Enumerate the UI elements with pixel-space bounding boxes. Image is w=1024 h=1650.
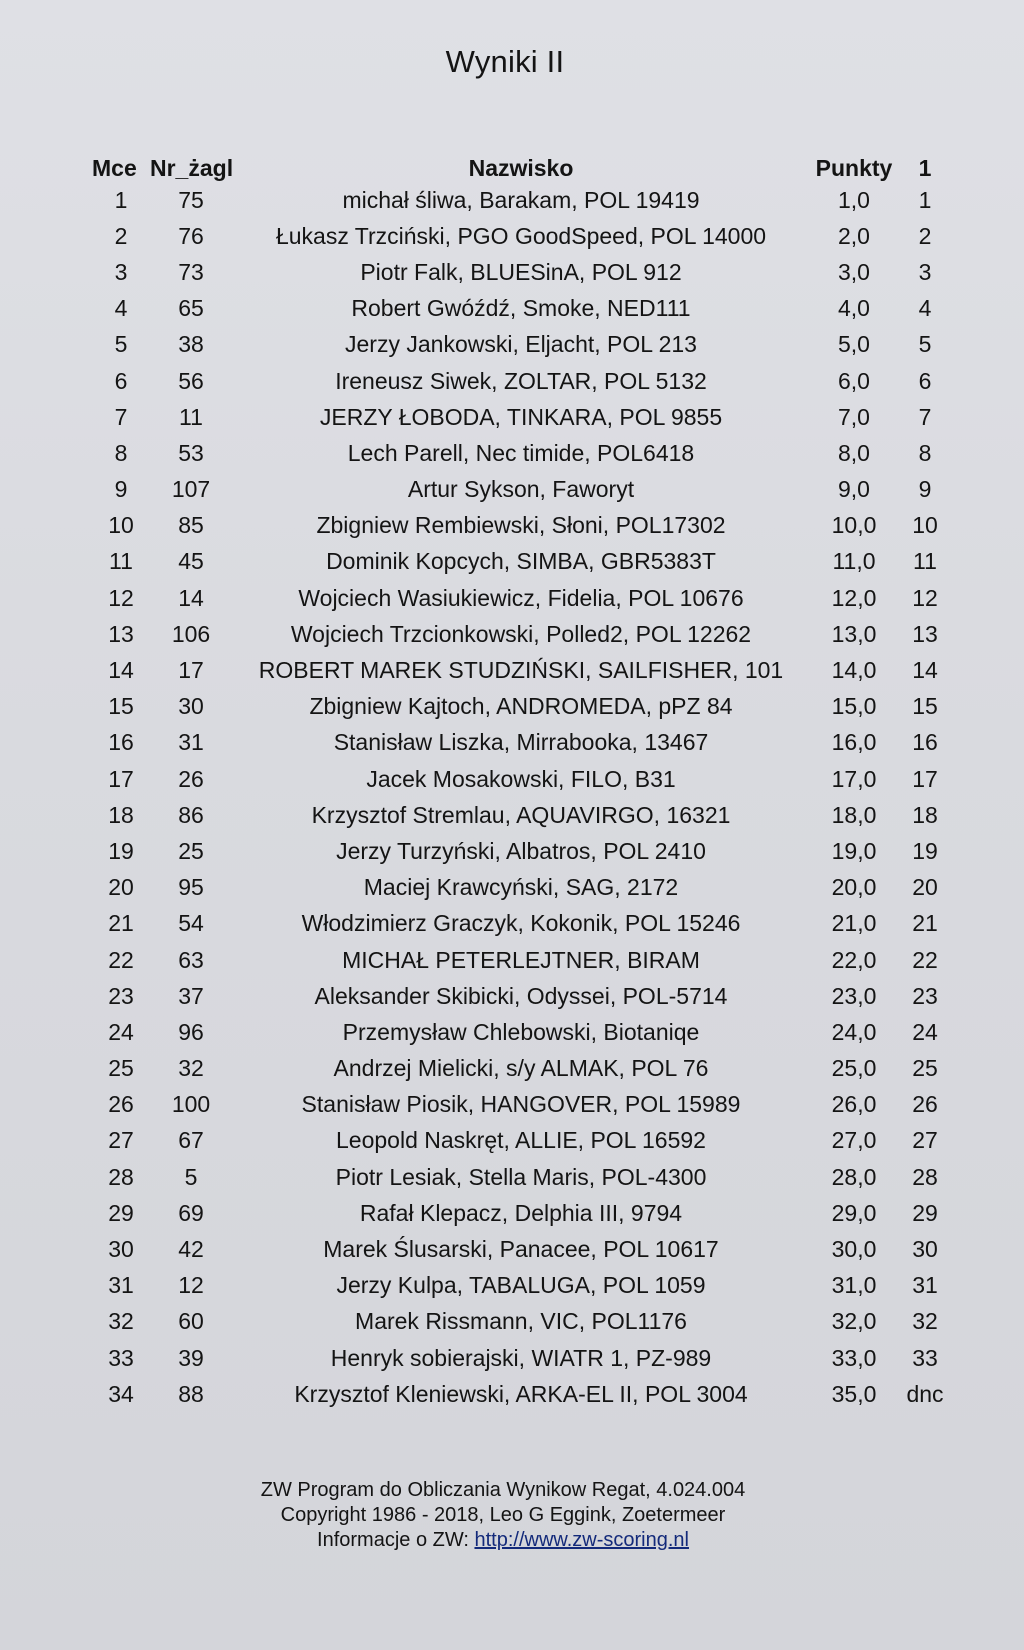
table-row: [92, 182, 952, 218]
cell-points: 10,0: [831, 512, 877, 539]
table-row: [92, 327, 952, 363]
table-row: [92, 254, 952, 290]
table-row: [92, 1051, 952, 1087]
cell-points: 24,0: [831, 1018, 877, 1045]
cell-points: 21,0: [831, 910, 877, 937]
cell-name: michał śliwa, Barakam, POL 19419: [342, 186, 700, 213]
cell-race-1: 9: [918, 476, 932, 503]
cell-name: Krzysztof Kleniewski, ARKA-EL II, POL 3004: [294, 1380, 748, 1407]
header-name: Nazwisko: [468, 155, 574, 181]
cell-points: 26,0: [831, 1091, 877, 1118]
cell-sail-number: 106: [171, 620, 211, 647]
cell-place: 2: [114, 222, 128, 249]
cell-race-1: 32: [912, 1308, 938, 1335]
cell-race-1: 19: [912, 837, 938, 864]
cell-race-1: 2: [918, 222, 932, 249]
cell-points: 32,0: [831, 1308, 877, 1335]
cell-race-1: 21: [912, 910, 938, 937]
table-row: [92, 472, 952, 508]
cell-points: 16,0: [831, 729, 877, 756]
cell-race-1: 11: [913, 548, 937, 575]
cell-sail-number: 25: [178, 837, 204, 864]
cell-place: 27: [108, 1127, 134, 1154]
cell-name: Jerzy Kulpa, TABALUGA, POL 1059: [336, 1272, 706, 1299]
cell-sail-number: 30: [178, 693, 204, 720]
cell-race-1: 14: [912, 657, 938, 684]
cell-name: ROBERT MAREK STUDZIŃSKI, SAILFISHER, 101: [258, 657, 784, 684]
cell-place: 33: [108, 1344, 134, 1371]
cell-race-1: 26: [912, 1091, 938, 1118]
cell-name: MICHAŁ PETERLEJTNER, BIRAM: [342, 946, 700, 973]
cell-sail-number: 31: [178, 729, 204, 756]
cell-name: Piotr Falk, BLUESinA, POL 912: [360, 258, 682, 285]
cell-sail-number: 17: [178, 657, 204, 684]
cell-place: 3: [114, 258, 128, 285]
footer-program-line: ZW Program do Obliczania Wynikow Regat, 4.024.004: [260, 1479, 746, 1501]
cell-name: Marek Ślusarski, Panacee, POL 10617: [323, 1236, 719, 1263]
cell-name: Stanisław Piosik, HANGOVER, POL 15989: [301, 1091, 741, 1118]
table-row: [92, 797, 952, 833]
table-row: [92, 906, 952, 942]
cell-race-1: 4: [918, 295, 932, 322]
cell-race-1: 6: [918, 367, 932, 394]
header-row: [92, 140, 952, 182]
cell-sail-number: 100: [171, 1091, 211, 1118]
cell-points: 15,0: [831, 693, 877, 720]
cell-points: 27,0: [831, 1127, 877, 1154]
cell-points: 9,0: [838, 476, 870, 503]
cell-sail-number: 96: [178, 1018, 204, 1045]
cell-race-1: 16: [912, 729, 938, 756]
cell-place: 8: [114, 439, 128, 466]
cell-points: 18,0: [831, 801, 877, 828]
cell-place: 15: [108, 693, 134, 720]
cell-name: Jerzy Turzyński, Albatros, POL 2410: [336, 837, 706, 864]
cell-name: Robert Gwóźdź, Smoke, NED111: [351, 295, 691, 322]
cell-sail-number: 67: [178, 1127, 204, 1154]
results-table: [92, 140, 952, 1412]
cell-sail-number: 45: [178, 548, 204, 575]
cell-name: Zbigniew Kajtoch, ANDROMEDA, pPZ 84: [309, 693, 733, 720]
cell-sail-number: 11: [179, 403, 203, 430]
footer-info-line: [0, 1528, 1006, 1553]
cell-points: 3,0: [838, 258, 870, 285]
cell-points: 17,0: [831, 765, 877, 792]
header-race-1: 1: [918, 155, 932, 181]
page-title: Wyniki II: [445, 44, 565, 79]
cell-sail-number: 5: [184, 1163, 198, 1190]
cell-name: Krzysztof Stremlau, AQUAVIRGO, 16321: [311, 801, 731, 828]
cell-sail-number: 95: [178, 874, 204, 901]
cell-name: Łukasz Trzciński, PGO GoodSpeed, POL 14000: [275, 222, 767, 249]
header-sail-number: Nr_żagl: [150, 155, 234, 181]
table-row: [92, 1304, 952, 1340]
cell-name: Maciej Krawcyński, SAG, 2172: [363, 874, 679, 901]
cell-race-1: 31: [912, 1272, 938, 1299]
cell-race-1: 20: [912, 874, 938, 901]
cell-race-1: 1: [918, 186, 932, 213]
cell-points: 1,0: [838, 186, 870, 213]
cell-place: 28: [108, 1163, 134, 1190]
cell-points: 2,0: [838, 222, 870, 249]
cell-sail-number: 75: [178, 186, 204, 213]
table-row: [92, 616, 952, 652]
cell-race-1: 13: [912, 620, 938, 647]
cell-sail-number: 85: [178, 512, 204, 539]
table-row: [92, 689, 952, 725]
cell-race-1: 15: [912, 693, 938, 720]
cell-name: Lech Parell, Nec timide, POL6418: [347, 439, 695, 466]
cell-points: 31,0: [831, 1272, 877, 1299]
footer: [0, 1478, 1006, 1553]
table-row: [92, 761, 952, 797]
cell-place: 29: [108, 1199, 134, 1226]
table-row: [92, 1195, 952, 1231]
table-row: [92, 942, 952, 978]
cell-place: 13: [108, 620, 134, 647]
cell-sail-number: 86: [178, 801, 204, 828]
table-row: [92, 725, 952, 761]
cell-name: Rafał Klepacz, Delphia III, 9794: [359, 1199, 683, 1226]
table-row: [92, 1340, 952, 1376]
cell-name: Przemysław Chlebowski, Biotaniqe: [342, 1018, 700, 1045]
cell-place: 6: [114, 367, 128, 394]
cell-place: 21: [108, 910, 134, 937]
cell-points: 33,0: [831, 1344, 877, 1371]
cell-place: 12: [108, 584, 134, 611]
table-row: [92, 870, 952, 906]
cell-race-1: 25: [912, 1055, 938, 1082]
cell-place: 26: [108, 1091, 134, 1118]
cell-place: 7: [114, 403, 128, 430]
table-row: [92, 1159, 952, 1195]
cell-points: 7,0: [838, 403, 870, 430]
cell-sail-number: 56: [178, 367, 204, 394]
table-row: [92, 978, 952, 1014]
cell-points: 22,0: [831, 946, 877, 973]
cell-place: 34: [108, 1380, 134, 1407]
cell-race-1: 18: [912, 801, 938, 828]
cell-place: 1: [114, 186, 128, 213]
table-row: [92, 399, 952, 435]
cell-race-1: 12: [912, 584, 938, 611]
cell-race-1: 7: [918, 403, 932, 430]
cell-place: 14: [108, 657, 134, 684]
cell-sail-number: 26: [178, 765, 204, 792]
cell-name: Jacek Mosakowski, FILO, B31: [366, 765, 676, 792]
cell-race-1: 8: [918, 439, 932, 466]
cell-race-1: 27: [912, 1127, 938, 1154]
cell-race-1: 23: [912, 982, 938, 1009]
table-row: [92, 1231, 952, 1267]
cell-place: 20: [108, 874, 134, 901]
cell-place: 16: [108, 729, 134, 756]
cell-points: 8,0: [838, 439, 870, 466]
cell-sail-number: 42: [178, 1236, 204, 1263]
cell-name: Wojciech Trzcionkowski, Polled2, POL 12262: [290, 620, 752, 647]
cell-name: Stanisław Liszka, Mirrabooka, 13467: [333, 729, 709, 756]
cell-sail-number: 39: [178, 1344, 204, 1371]
cell-place: 23: [108, 982, 134, 1009]
cell-name: Marek Rissmann, VIC, POL1176: [355, 1308, 687, 1335]
table-row: [92, 580, 952, 616]
cell-place: 32: [108, 1308, 134, 1335]
cell-race-1: 5: [918, 331, 932, 358]
cell-place: 4: [114, 295, 128, 322]
cell-points: 6,0: [838, 367, 870, 394]
cell-name: Henryk sobierajski, WIATR 1, PZ-989: [330, 1344, 712, 1371]
table-row: [92, 1087, 952, 1123]
cell-place: 5: [114, 331, 128, 358]
cell-points: 11,0: [832, 548, 876, 575]
cell-race-1: 22: [912, 946, 938, 973]
cell-sail-number: 53: [178, 439, 204, 466]
cell-points: 13,0: [831, 620, 877, 647]
cell-sail-number: 38: [178, 331, 204, 358]
cell-points: 4,0: [838, 295, 870, 322]
cell-place: 22: [108, 946, 134, 973]
cell-sail-number: 12: [178, 1272, 204, 1299]
cell-name: Dominik Kopcych, SIMBA, GBR5383T: [326, 548, 716, 575]
table-row: [92, 218, 952, 254]
footer-info-label: Informacje o ZW:: [317, 1529, 475, 1551]
table-row: [92, 1268, 952, 1304]
cell-name: Leopold Naskręt, ALLIE, POL 16592: [336, 1127, 706, 1154]
cell-race-1: 33: [912, 1344, 938, 1371]
cell-race-1: 10: [912, 512, 938, 539]
cell-sail-number: 73: [178, 258, 204, 285]
cell-points: 30,0: [831, 1236, 877, 1263]
cell-sail-number: 14: [178, 584, 204, 611]
cell-place: 11: [109, 548, 133, 575]
cell-race-1: 30: [912, 1236, 938, 1263]
table-row: [92, 652, 952, 688]
cell-sail-number: 88: [178, 1380, 204, 1407]
footer-website-link[interactable]: http://www.zw-scoring.nl: [474, 1529, 689, 1551]
table-row: [92, 508, 952, 544]
cell-race-1: 29: [912, 1199, 938, 1226]
cell-name: Wojciech Wasiukiewicz, Fidelia, POL 10676: [298, 584, 744, 611]
cell-points: 23,0: [831, 982, 877, 1009]
table-row: [92, 1014, 952, 1050]
cell-sail-number: 37: [178, 982, 204, 1009]
cell-name: Jerzy Jankowski, Eljacht, POL 213: [345, 331, 697, 358]
table-row: [92, 833, 952, 869]
cell-name: Artur Sykson, Faworyt: [407, 476, 635, 503]
cell-place: 18: [108, 801, 134, 828]
cell-name: Zbigniew Rembiewski, Słoni, POL17302: [316, 512, 726, 539]
results-body: [92, 182, 952, 1412]
cell-place: 10: [108, 512, 134, 539]
table-row: [92, 363, 952, 399]
cell-place: 17: [108, 765, 134, 792]
cell-name: Ireneusz Siwek, ZOLTAR, POL 5132: [335, 367, 707, 394]
cell-name: Andrzej Mielicki, s/y ALMAK, POL 76: [333, 1055, 709, 1082]
cell-race-1: 24: [912, 1018, 938, 1045]
cell-place: 30: [108, 1236, 134, 1263]
cell-place: 31: [108, 1272, 134, 1299]
cell-sail-number: 69: [178, 1199, 204, 1226]
cell-race-1: dnc: [906, 1380, 944, 1407]
cell-place: 19: [108, 837, 134, 864]
cell-points: 35,0: [831, 1380, 877, 1407]
table-row: [92, 435, 952, 471]
table-row: [92, 1123, 952, 1159]
header-place: Mce: [92, 155, 137, 181]
cell-race-1: 28: [912, 1163, 938, 1190]
cell-place: 9: [114, 476, 128, 503]
cell-points: 12,0: [831, 584, 877, 611]
cell-sail-number: 54: [178, 910, 204, 937]
cell-name: Aleksander Skibicki, Odyssei, POL-5714: [314, 982, 728, 1009]
cell-sail-number: 63: [178, 946, 204, 973]
cell-place: 24: [108, 1018, 134, 1045]
table-row: [92, 1376, 952, 1412]
cell-race-1: 17: [912, 765, 938, 792]
cell-race-1: 3: [918, 258, 932, 285]
cell-sail-number: 107: [171, 476, 211, 503]
cell-sail-number: 76: [178, 222, 204, 249]
cell-points: 20,0: [831, 874, 877, 901]
cell-name: Piotr Lesiak, Stella Maris, POL-4300: [335, 1163, 707, 1190]
cell-name: Włodzimierz Graczyk, Kokonik, POL 15246: [301, 910, 741, 937]
cell-place: 25: [108, 1055, 134, 1082]
table-row: [92, 544, 952, 580]
cell-points: 29,0: [831, 1199, 877, 1226]
cell-points: 14,0: [831, 657, 877, 684]
cell-points: 25,0: [831, 1055, 877, 1082]
cell-sail-number: 60: [178, 1308, 204, 1335]
cell-name: JERZY ŁOBODA, TINKARA, POL 9855: [319, 403, 723, 430]
cell-points: 19,0: [831, 837, 877, 864]
cell-points: 5,0: [838, 331, 870, 358]
cell-sail-number: 65: [178, 295, 204, 322]
cell-sail-number: 32: [178, 1055, 204, 1082]
footer-copyright-line: Copyright 1986 - 2018, Leo G Eggink, Zoetermeer: [280, 1504, 726, 1526]
cell-points: 28,0: [831, 1163, 877, 1190]
header-points: Punkty: [815, 155, 893, 181]
table-row: [92, 291, 952, 327]
